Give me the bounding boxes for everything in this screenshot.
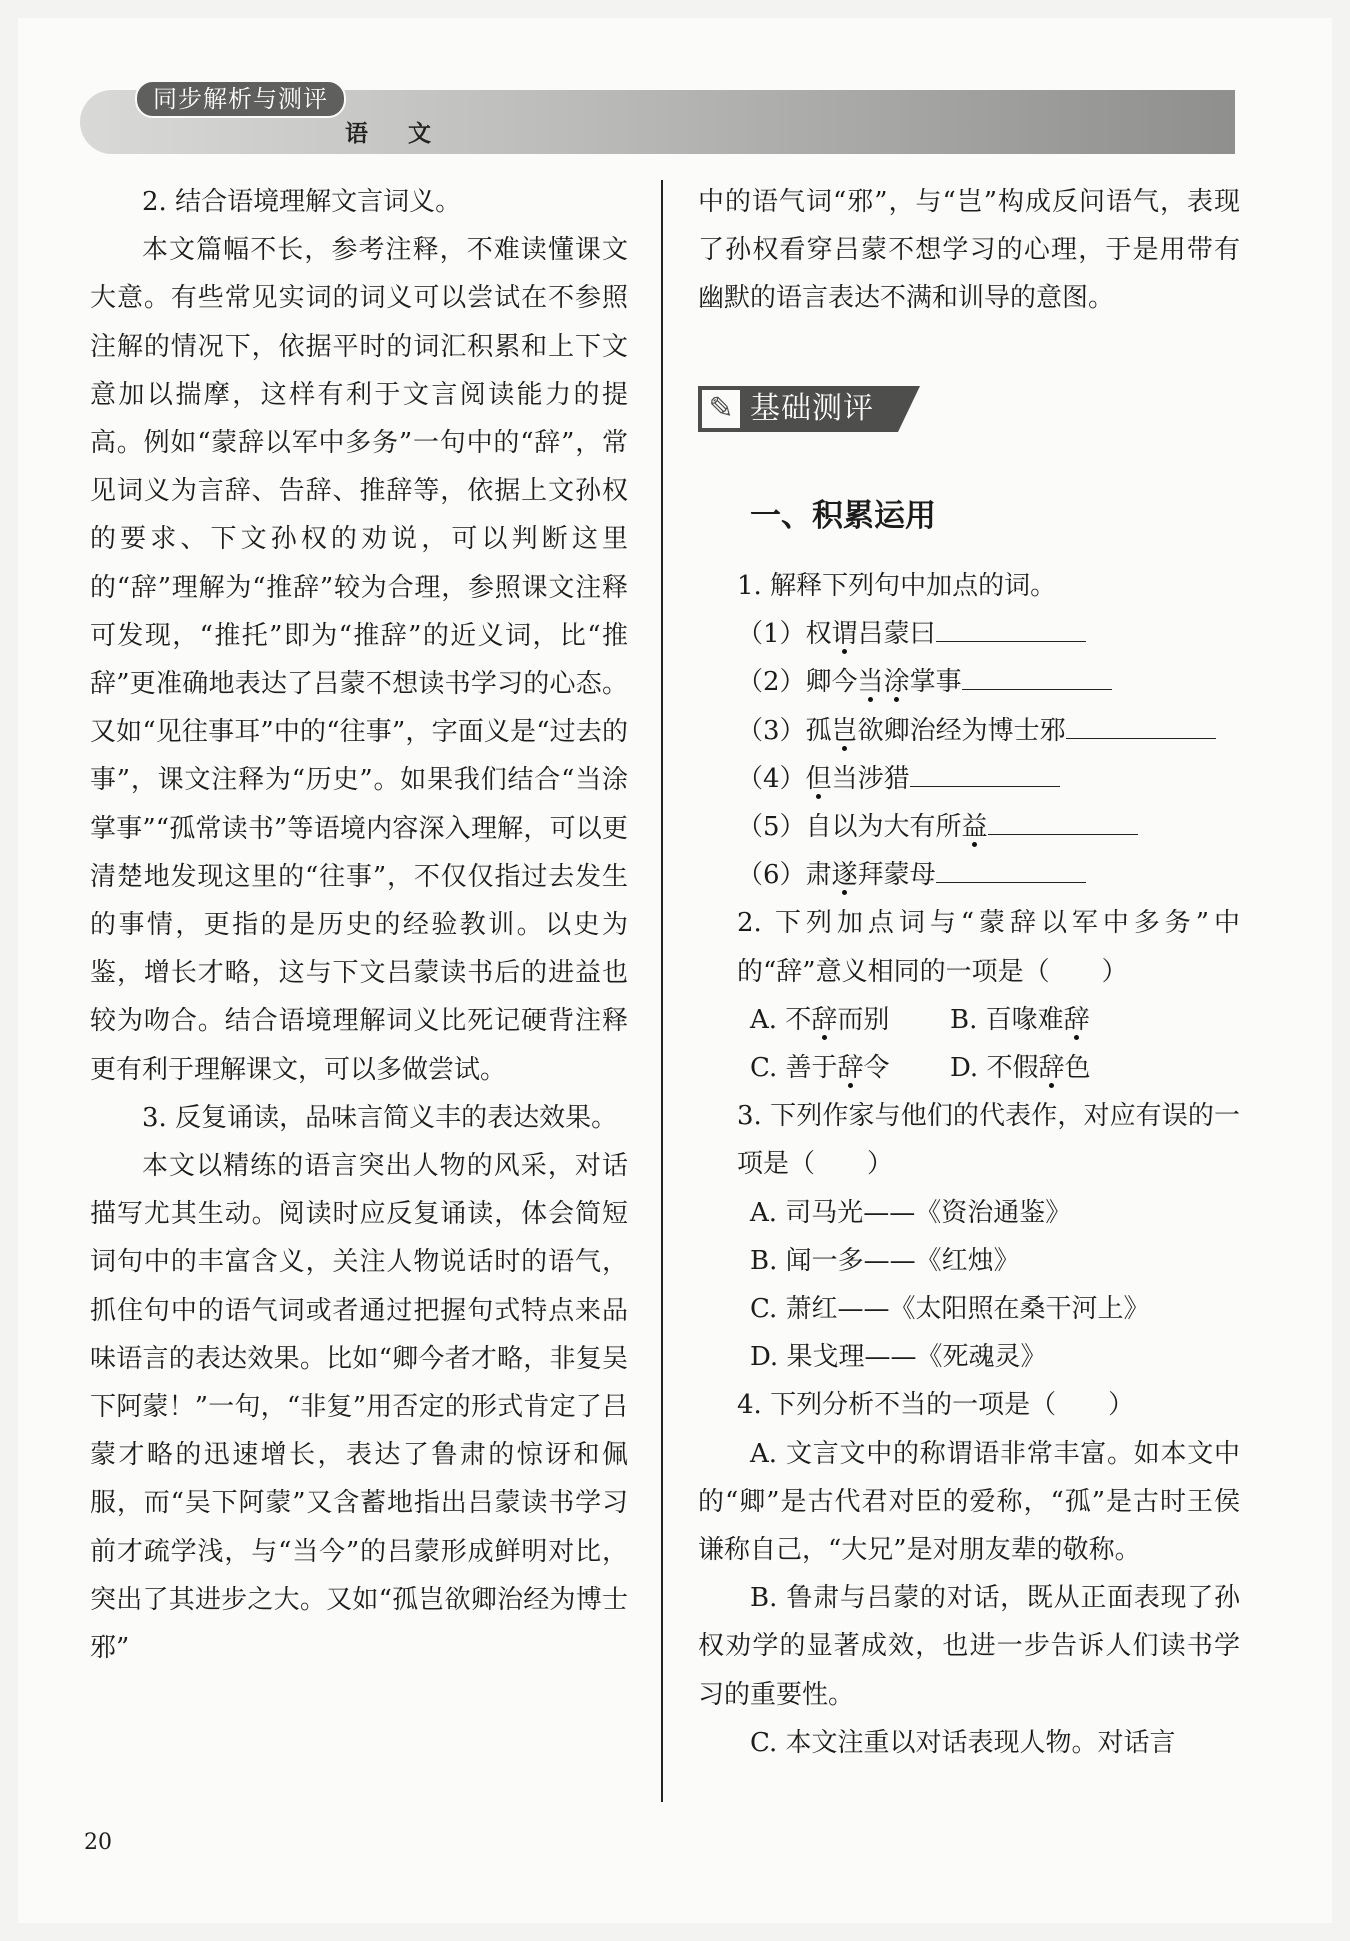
paragraph-context-meaning: 本文篇幅不长，参考注释，不难读懂课文大意。有些常见实词的词义可以尝试在不参照注解的情况下，依据平时的词汇积累和上下文意加以揣摩，这样有利于文言阅读能力的提高。例如“蒙辞以军中多务”一句中的“辞”，常见词义为言辞、告辞、推辞等，依据上文孙权的要求、下文孙权的劝说，可以判断这里的“辞”理解为“推辞”较为合理，参照课文注释可发现，“推托”即为“推辞”的近义词，比“推辞”更准确地表达了吕蒙不想读书学习的心态。又如“见往事耳”中的“往事”，字面义是“过去的事”，课文注释为“历史”。如果我们结合“当涂掌事”“孤常读书”等语境内容深入理解，可以更清楚地发现这里的“往事”，不仅仅指过去发生的事情，更指的是历史的经验教训。以史为鉴，增长才略，这与下文吕蒙读书后的进益也较为吻合。结合语境理解词义比死记硬背注释更有利于理解课文，可以多做尝试。	[90, 235, 628, 1085]
dotted-char: 遂	[831, 860, 858, 891]
q3-stem: 3. 下列作家与他们的代表作，对应有误的一项是（ ）	[737, 1101, 1240, 1180]
question-list	[698, 562, 1240, 1767]
q2-options	[698, 996, 1240, 1092]
q3-option: C. 萧红——《太阳照在桑干河上》	[750, 1294, 1150, 1325]
q1-item: （5）自以为大有所益	[698, 803, 1240, 851]
series-title: 同步解析与测评	[135, 80, 346, 118]
answer-blank	[910, 762, 1060, 787]
q2-stem: 2. 下列加点词与“蒙辞以军中多务”中的“辞”意义相同的一项是（ ）	[737, 908, 1240, 987]
q2-option-row	[698, 1044, 1240, 1092]
q2-option: D. 不假辞色	[950, 1053, 1091, 1084]
q4-option: B. 鲁肃与吕蒙的对话，既从正面表现了孙权劝学的显著成效，也进一步告诉人们读书学习的重要性。	[698, 1583, 1240, 1710]
answer-blank	[962, 665, 1112, 690]
dotted-char: 但	[805, 763, 832, 794]
dotted-char: 辞	[1063, 1004, 1090, 1035]
column-divider	[661, 180, 663, 1802]
left-column	[90, 178, 628, 1672]
dotted-char: 当	[857, 667, 884, 698]
q3-option: B. 闻一多——《红烛》	[750, 1245, 1020, 1276]
paragraph-reading-aloud: 本文以精练的语言突出人物的风采，对话描写尤其生动。阅读时应反复诵读，体会简短词句中的丰富含义，关注人物说话时的语气，抓住句中的语气词或者通过把握句式特点来品味语言的表达效果。比如“卿今者才略，非复吴下阿蒙！”一句，“非复”用否定的形式肯定了吕蒙才略的迅速增长，表达了鲁肃的惊讶和佩服，而“吴下阿蒙”又含蓄地指出吕蒙读书学习前才疏学浅，与“当今”的吕蒙形成鲜明对比，突出了其进步之大。又如“孤岂欲卿治经为博士邪”	[90, 1151, 628, 1664]
answer-blank	[936, 617, 1086, 642]
dotted-char: 辞	[837, 1053, 864, 1084]
q1-items	[698, 610, 1240, 899]
q4-options	[698, 1430, 1240, 1767]
answer-blank	[1066, 714, 1216, 739]
subject-title: 语 文	[345, 121, 448, 147]
q3-option: A. 司马光——《资治通鉴》	[750, 1197, 1072, 1228]
section-tag-label: 基础测评	[750, 391, 874, 426]
answer-blank	[988, 810, 1138, 835]
dotted-char: 岂	[831, 715, 858, 746]
q1-stem: 1. 解释下列句中加点的词。	[737, 571, 1057, 601]
paragraph-continuation: 中的语气词“邪”，与“岂”构成反问语气，表现了孙权看穿吕蒙不想学习的心理，于是用带有幽默的语言表达不满和训导的意图。	[698, 187, 1240, 314]
q2-option: A. 不辞而别	[750, 1004, 890, 1035]
dotted-char: 涂	[883, 667, 910, 698]
dotted-char: 谓	[831, 619, 858, 650]
q3-options	[698, 1189, 1240, 1382]
q2-option: C. 善于辞令	[750, 1053, 890, 1084]
q2-option: B. 百喙难辞	[950, 1004, 1090, 1035]
page-number: 20	[84, 1830, 112, 1855]
dotted-char: 辞	[811, 1004, 838, 1035]
q1-item: （2）卿今当涂掌事	[698, 658, 1240, 706]
dotted-char: 益	[961, 812, 988, 843]
answer-blank	[936, 858, 1086, 883]
dotted-char: 辞	[1038, 1053, 1065, 1084]
section-tag	[698, 386, 918, 436]
q1-item: （6）肃遂拜蒙母	[698, 851, 1240, 899]
heading-point-2: 2. 结合语境理解文言词义。	[142, 187, 462, 217]
q4-stem: 4. 下列分析不当的一项是（ ）	[737, 1390, 1135, 1421]
pencil-icon: ✎	[702, 390, 740, 428]
q4-option: C. 本文注重以对话表现人物。对话言	[750, 1727, 1176, 1758]
heading-point-3: 3. 反复诵读，品味言简义丰的表达效果。	[142, 1102, 618, 1133]
q4-option: A. 文言文中的称谓语非常丰富。如本文中的“卿”是古代君对臣的爱称，“孤”是古时王侯谦称自己，“大兄”是对朋友辈的敬称。	[698, 1438, 1240, 1566]
section-title: 一、积累运用	[750, 498, 936, 534]
q1-item: （1）权谓吕蒙曰	[698, 610, 1240, 658]
q1-item: （3）孤岂欲卿治经为博士邪	[698, 707, 1240, 755]
right-column-top	[698, 178, 1240, 323]
q2-option-row	[698, 996, 1240, 1044]
q1-item: （4）但当涉猎	[698, 755, 1240, 803]
q3-option: D. 果戈理——《死魂灵》	[750, 1342, 1047, 1373]
